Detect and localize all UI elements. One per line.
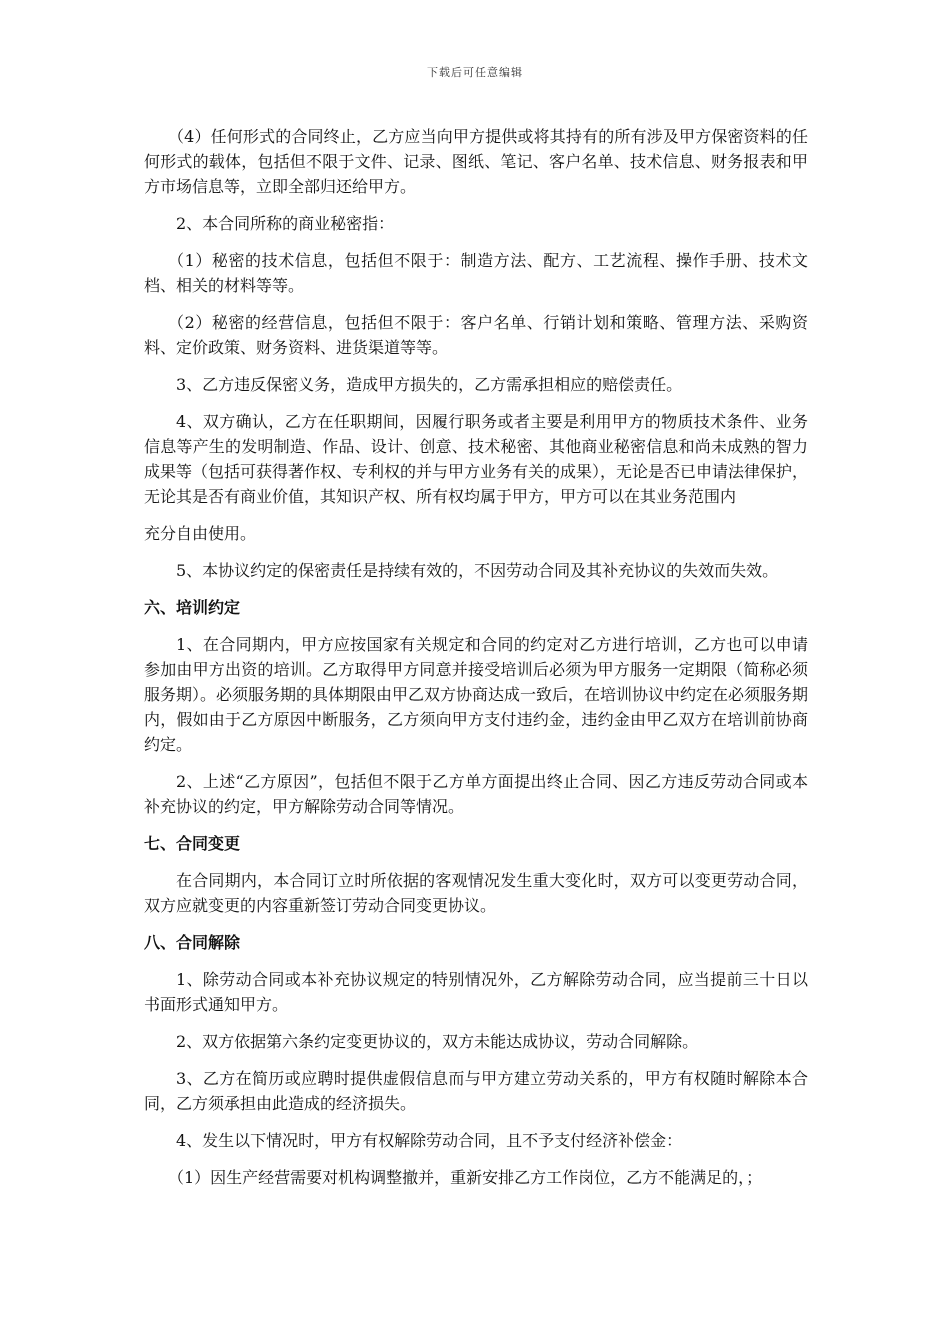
section-heading-training: 六、培训约定 bbox=[144, 598, 241, 617]
paragraph: （1）秘密的技术信息，包括但不限于：制造方法、配方、工艺流程、操作手册、技术文档、相关的材料等等。 bbox=[144, 251, 808, 295]
paragraph: 在合同期内，本合同订立时所依据的客观情况发生重大变化时，双方可以变更劳动合同，双方应就变更的内容重新签订劳动合同变更协议。 bbox=[144, 871, 808, 915]
paragraph: 充分自由使用。 bbox=[144, 524, 257, 543]
paragraph: （2）秘密的经营信息，包括但不限于：客户名单、行销计划和策略、管理方法、采购资料、定价政策、财务资料、进货渠道等等。 bbox=[144, 313, 808, 357]
paragraph: 2、双方依据第六条约定变更协议的，双方未能达成协议，劳动合同解除。 bbox=[176, 1032, 699, 1051]
paragraph: 5、本协议约定的保密责任是持续有效的，不因劳动合同及其补充协议的失效而失效。 bbox=[176, 561, 779, 580]
paragraph: 4、发生以下情况时，甲方有权解除劳动合同，且不予支付经济补偿金： bbox=[176, 1131, 683, 1150]
document-body bbox=[144, 124, 808, 1202]
paragraph: 3、乙方违反保密义务，造成甲方损失的，乙方需承担相应的赔偿责任。 bbox=[176, 375, 683, 394]
section-heading-contract-change: 七、合同变更 bbox=[144, 834, 241, 853]
paragraph: 1、除劳动合同或本补充协议规定的特别情况外，乙方解除劳动合同，应当提前三十日以书面形式通知甲方。 bbox=[144, 970, 808, 1014]
section-heading-contract-termination: 八、合同解除 bbox=[144, 933, 241, 952]
paragraph: 4、双方确认，乙方在任职期间，因履行职务或者主要是利用甲方的物质技术条件、业务信息等产生的发明制造、作品、设计、创意、技术秘密、其他商业秘密信息和尚未成熟的智力成果等（包括可获得著作权、专利权的并与甲方业务有关的成果），无论是否已申请法律保护，无论其是否有商业价值，其知识产权、所有权均属于甲方，甲方可以在其业务范围内 bbox=[144, 412, 809, 506]
page-header: 下载后可任意编辑 bbox=[427, 66, 523, 79]
paragraph: （4）任何形式的合同终止，乙方应当向甲方提供或将其持有的所有涉及甲方保密资料的任何形式的载体，包括但不限于文件、记录、图纸、笔记、客户名单、技术信息、财务报表和甲方市场信息等，立即全部归还给甲方。 bbox=[144, 127, 808, 196]
paragraph: 2、上述“乙方原因”，包括但不限于乙方单方面提出终止合同、因乙方违反劳动合同或本补充协议的约定，甲方解除劳动合同等情况。 bbox=[144, 772, 808, 816]
paragraph: 2、本合同所称的商业秘密指： bbox=[176, 214, 395, 233]
paragraph: 1、在合同期内，甲方应按国家有关规定和合同的约定对乙方进行培训，乙方也可以申请参加由甲方出资的培训。乙方取得甲方同意并接受培训后必须为甲方服务一定期限（简称必须服务期）。必须服务期的具体期限由甲乙双方协商达成一致后，在培训协议中约定在必须服务期内，假如由于乙方原因中断服务，乙方须向甲方支付违约金，违约金由甲乙双方在培训前协商约定。 bbox=[144, 635, 809, 754]
paragraph: （1）因生产经营需要对机构调整撤并，重新安排乙方工作岗位，乙方不能满足的，； bbox=[168, 1168, 763, 1187]
paragraph: 3、乙方在简历或应聘时提供虚假信息而与甲方建立劳动关系的，甲方有权随时解除本合同，乙方须承担由此造成的经济损失。 bbox=[144, 1069, 808, 1113]
